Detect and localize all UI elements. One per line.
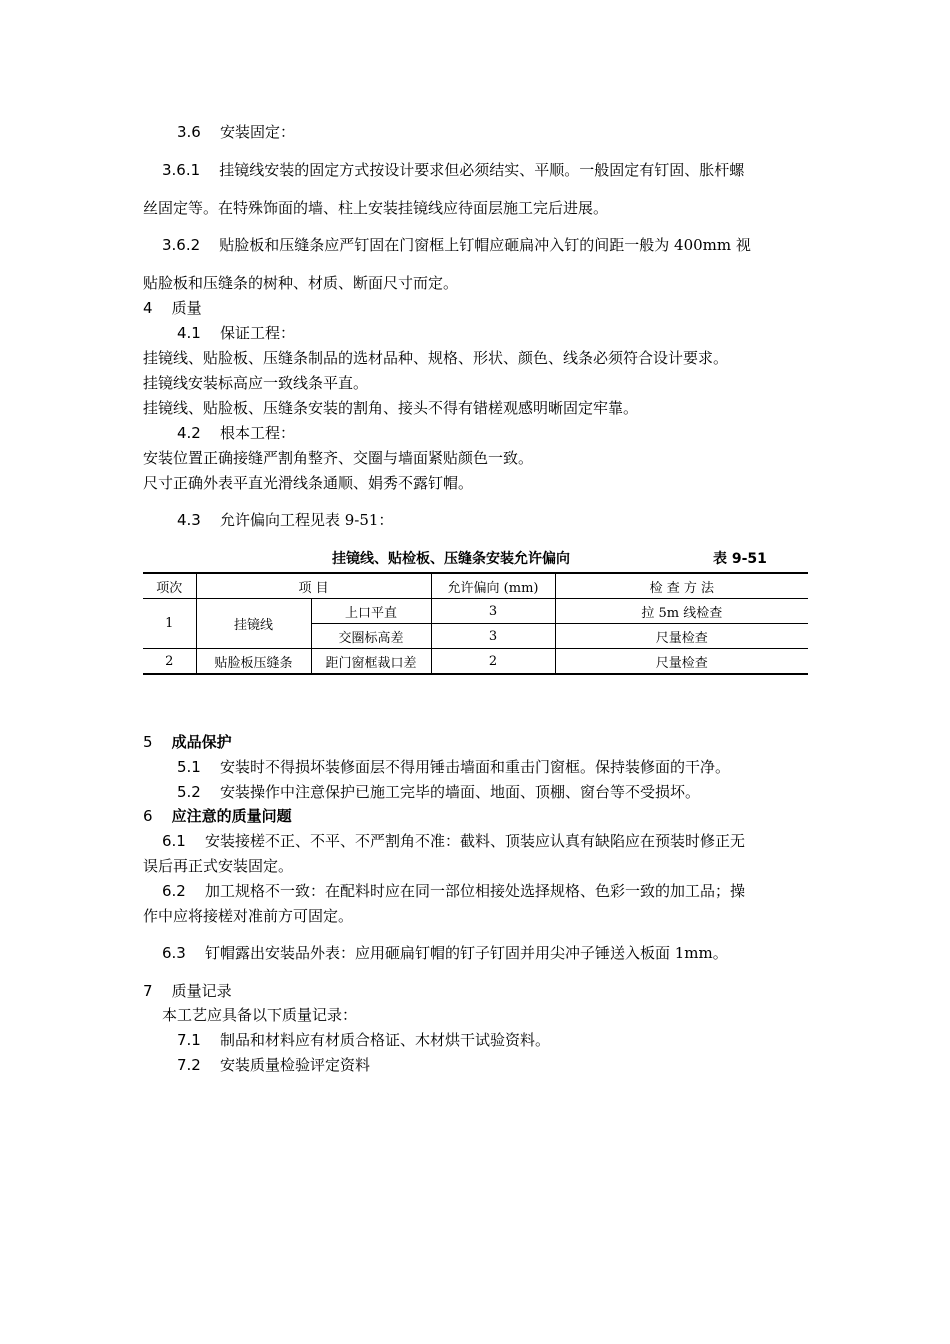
cell-sub-item: 交圈标高差 bbox=[311, 624, 431, 649]
section-number: 3.6.1 bbox=[162, 161, 201, 179]
section-number: 6.3 bbox=[162, 944, 186, 962]
section-6-2-line1 bbox=[162, 881, 745, 901]
paragraph-text: 安装时不得损坏装修面层不得用锤击墙面和重击门窗框。保持装修面的干净。 bbox=[219, 758, 730, 776]
section-6-1-line2: 误后再正式安装固定。 bbox=[143, 857, 294, 875]
list-item bbox=[177, 1055, 370, 1075]
section-number: 7.1 bbox=[177, 1031, 201, 1049]
cell-method: 尺量检查 bbox=[555, 649, 808, 675]
paragraph-text: 安装接槎不正、不平、不严割角不准：截料、顶装应认真有缺陷应在预装时修正无 bbox=[204, 832, 745, 850]
paragraph-text: 允许偏向工程见表 9-51： bbox=[219, 511, 394, 529]
section-6-2-line2: 作中应将接槎对准前方可固定。 bbox=[143, 907, 354, 925]
section-4-2-heading bbox=[177, 423, 295, 443]
list-item bbox=[177, 782, 700, 802]
cell-deviation: 2 bbox=[431, 649, 555, 675]
section-number: 3.6.2 bbox=[162, 236, 201, 254]
header-deviation: 允许偏向 (mm) bbox=[431, 573, 555, 599]
paragraph-text: 挂镜线安装的固定方式按设计要求但必须结实、平顺。一般固定有钉固、胀杆螺 bbox=[219, 161, 745, 179]
section-number: 4 bbox=[143, 299, 153, 317]
section-4-1-heading bbox=[177, 323, 295, 343]
section-6-1-line1 bbox=[162, 831, 745, 851]
list-item: 挂镜线、贴脸板、压缝条安装的割角、接头不得有错槎观感明晰固定牢靠。 bbox=[143, 399, 639, 417]
section-6-heading bbox=[143, 806, 292, 826]
section-3-6-heading bbox=[177, 122, 295, 142]
cell-sub-item: 上口平直 bbox=[311, 599, 431, 624]
cell-deviation: 3 bbox=[431, 624, 555, 649]
list-item: 挂镜线安装标高应一致线条平直。 bbox=[143, 374, 369, 392]
table-row bbox=[143, 649, 808, 675]
cell-deviation: 3 bbox=[431, 599, 555, 624]
section-number: 6.1 bbox=[162, 832, 186, 850]
section-number: 4.2 bbox=[177, 424, 201, 442]
list-item: 挂镜线、贴脸板、压缝条制品的选材品种、规格、形状、颜色、线条必须符合设计要求。 bbox=[143, 349, 729, 367]
section-title: 应注意的质量问题 bbox=[171, 807, 292, 825]
list-item bbox=[177, 757, 730, 777]
section-number: 5 bbox=[143, 733, 153, 751]
table-number: 表 9-51 bbox=[713, 551, 767, 567]
section-5-heading bbox=[143, 732, 232, 752]
paragraph-text: 贴脸板和压缝条应严钉固在门窗框上钉帽应砸扁冲入钉的间距一般为 400mm 视 bbox=[219, 236, 751, 254]
paragraph-text: 制品和材料应有材质合格证、木材烘干试验资料。 bbox=[219, 1031, 550, 1049]
cell-sub-item: 距门窗框裁口差 bbox=[311, 649, 431, 675]
section-4-heading bbox=[143, 298, 202, 318]
section-number: 6.2 bbox=[162, 882, 186, 900]
section-number: 4.1 bbox=[177, 324, 201, 342]
section-3-6-2-line2: 贴脸板和压缝条的树种、材质、断面尺寸而定。 bbox=[143, 274, 459, 292]
cell-no: 2 bbox=[143, 649, 196, 675]
section-4-3-heading bbox=[177, 510, 393, 530]
cell-no: 1 bbox=[143, 599, 196, 649]
section-number: 7 bbox=[143, 982, 153, 1000]
table-caption: 挂镜线、贴检板、压缝条安装允许偏向 bbox=[332, 551, 570, 567]
section-6-3 bbox=[162, 943, 728, 963]
cell-method: 拉 5m 线检查 bbox=[555, 599, 808, 624]
paragraph-text: 加工规格不一致：在配料时应在同一部位相接处选择规格、色彩一致的加工品；操 bbox=[204, 882, 745, 900]
section-title: 安装固定： bbox=[219, 123, 295, 141]
table-header-row bbox=[143, 573, 808, 599]
section-7-heading bbox=[143, 981, 232, 1001]
cell-method: 尺量检查 bbox=[555, 624, 808, 649]
section-title: 成品保护 bbox=[171, 733, 232, 751]
section-3-6-2-line1 bbox=[162, 235, 751, 255]
cell-group: 贴脸板压缝条 bbox=[196, 649, 311, 675]
section-7-intro: 本工艺应具备以下质量记录： bbox=[162, 1006, 358, 1024]
section-title: 质量 bbox=[171, 299, 202, 317]
table-row bbox=[143, 599, 808, 624]
section-number: 6 bbox=[143, 807, 153, 825]
header-method: 检 查 方 法 bbox=[555, 573, 808, 599]
list-item bbox=[177, 1030, 550, 1050]
section-number: 5.1 bbox=[177, 758, 201, 776]
cell-group: 挂镜线 bbox=[196, 599, 311, 649]
section-3-6-1-line1 bbox=[162, 160, 744, 180]
header-item: 项 目 bbox=[196, 573, 431, 599]
paragraph-text: 钉帽露出安装品外表：应用砸扁钉帽的钉子钉固并用尖冲子锤送入板面 1mm。 bbox=[204, 944, 728, 962]
section-number: 4.3 bbox=[177, 511, 201, 529]
list-item: 尺寸正确外表平直光滑线条通顺、娟秀不露钉帽。 bbox=[143, 474, 474, 492]
paragraph-text: 安装质量检验评定资料 bbox=[219, 1056, 370, 1074]
section-title: 保证工程： bbox=[219, 324, 295, 342]
section-title: 根本工程： bbox=[219, 424, 295, 442]
tolerance-table bbox=[143, 572, 808, 675]
section-number: 3.6 bbox=[177, 123, 201, 141]
header-no: 项次 bbox=[143, 573, 196, 599]
section-title: 质量记录 bbox=[171, 982, 232, 1000]
section-3-6-1-line2: 丝固定等。在特殊饰面的墙、柱上安装挂镜线应待面层施工完后进展。 bbox=[143, 199, 609, 217]
list-item: 安装位置正确接缝严割角整齐、交圈与墙面紧贴颜色一致。 bbox=[143, 449, 534, 467]
paragraph-text: 安装操作中注意保护已施工完毕的墙面、地面、顶棚、窗台等不受损坏。 bbox=[219, 783, 700, 801]
section-number: 5.2 bbox=[177, 783, 201, 801]
section-number: 7.2 bbox=[177, 1056, 201, 1074]
